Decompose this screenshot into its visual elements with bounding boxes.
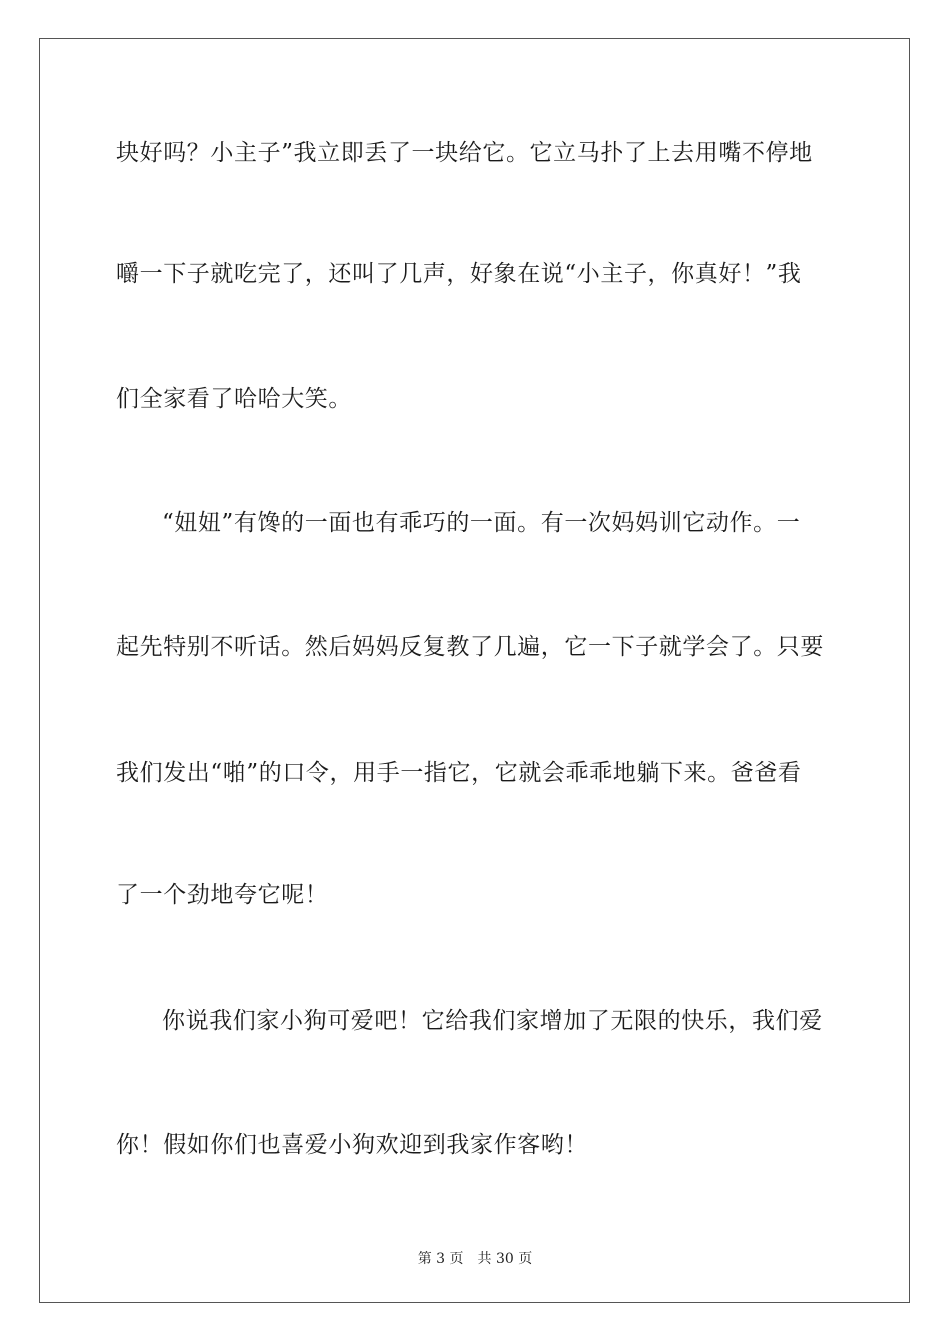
- body-line-9: 你！假如你们也喜爱小狗欢迎到我家作客哟！: [116, 1132, 588, 1158]
- body-line-7: 了一个劲地夸它呢！: [116, 882, 329, 908]
- body-line-2: 嚼一下子就吃完了，还叫了几声，好象在说“小主子，你真好！”我: [116, 261, 802, 287]
- body-line-4: “妞妞”有馋的一面也有乖巧的一面。有一次妈妈训它动作。一: [162, 510, 801, 536]
- page-footer: [0, 1248, 950, 1268]
- page-number: 第 3 页: [417, 1251, 464, 1267]
- page-border: [39, 38, 910, 1303]
- page-total: 共 30 页: [477, 1251, 533, 1267]
- body-line-5: 起先特别不听话。然后妈妈反复教了几遍，它一下子就学会了。只要: [116, 634, 824, 660]
- body-line-6: 我们发出“啪”的口令，用手一指它，它就会乖乖地躺下来。爸爸看: [116, 760, 802, 786]
- body-line-3: 们全家看了哈哈大笑。: [116, 386, 352, 412]
- body-line-8: 你说我们家小狗可爱吧！它给我们家增加了无限的快乐，我们爱: [162, 1008, 823, 1034]
- body-line-1: 块好吗？小主子”我立即丢了一块给它。它立马扑了上去用嘴不停地: [116, 140, 813, 166]
